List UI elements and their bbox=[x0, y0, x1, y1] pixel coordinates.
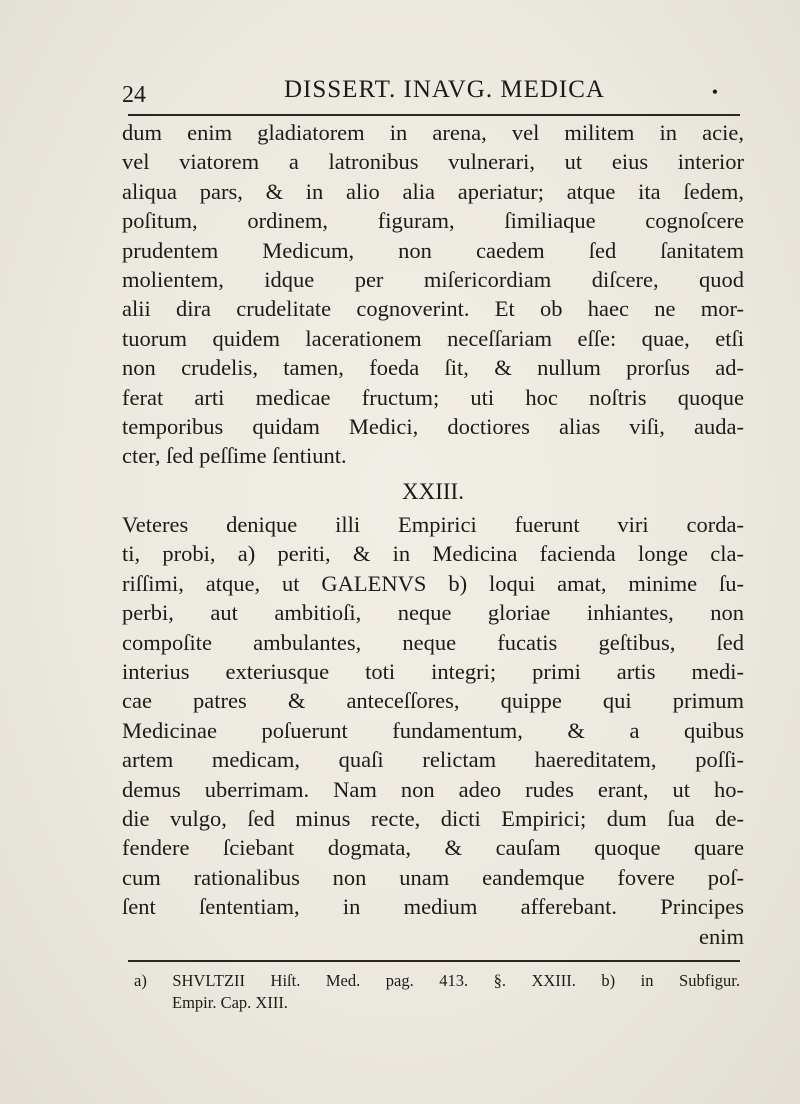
text-line: ti, probi, a) periti, & in Medicina facienda longe cla- bbox=[122, 541, 744, 567]
text-line: riſſimi, atque, ut GALENVS b) loqui amat, minime ſu- bbox=[122, 570, 744, 596]
text-line: interius exteriusque toti integri; primi artis medi- bbox=[122, 659, 744, 685]
paragraph-2 bbox=[122, 510, 744, 921]
text-line: demus uberrimam. Nam non adeo rudes erant, ut ho- bbox=[122, 776, 744, 802]
text-line: cter, ſed peſſime ſentiunt. bbox=[122, 443, 347, 469]
text-line: artem medicam, quaſi relictam haereditatem, poſſi- bbox=[122, 747, 744, 773]
text-line: cum rationalibus non unam eandemque fovere poſ- bbox=[122, 864, 744, 890]
footnote-line: Empir. Cap. XIII. bbox=[172, 993, 288, 1012]
text-line: non crudelis, tamen, foeda ſit, & nullum prorſus ad- bbox=[122, 355, 744, 381]
text-line: perbi, aut ambitioſi, neque gloriae inhiantes, non bbox=[122, 600, 744, 626]
text-line: alii dira crudelitate cognoverint. Et ob haec ne mor- bbox=[122, 296, 744, 322]
text-line: compoſite ambulantes, neque fucatis geſtibus, ſed bbox=[122, 629, 744, 655]
running-head: DISSERT. INAVG. MEDICA bbox=[284, 76, 605, 103]
text-line: fendere ſciebant dogmata, & cauſam quoque quare bbox=[122, 835, 744, 861]
text-line: poſitum, ordinem, figuram, ſimiliaque cognoſcere bbox=[122, 208, 744, 234]
footnote-line: a) SHVLTZII Hiſt. Med. pag. 413. §. XXIII. b) in Subfigur. bbox=[134, 971, 740, 990]
text-line: temporibus quidam Medici, doctiores alias viſi, auda- bbox=[122, 413, 744, 439]
page-number: 24 bbox=[122, 82, 146, 108]
text-line: molientem, idque per miſericordiam diſcere, quod bbox=[122, 266, 744, 292]
text-line: die vulgo, ſed minus recte, dicti Empirici; dum ſua de- bbox=[122, 805, 744, 831]
header-mark: • bbox=[711, 82, 718, 102]
text-line: dum enim gladiatorem in arena, vel militem in acie, bbox=[122, 120, 744, 145]
footnotes bbox=[134, 970, 740, 1014]
text-line: prudentem Medicum, non caedem ſed ſanitatem bbox=[122, 237, 744, 263]
page-header bbox=[122, 76, 740, 110]
section-title: XXIII. bbox=[402, 478, 464, 504]
text-line: ferat arti medicae fructum; uti hoc noſtris quoque bbox=[122, 384, 744, 410]
catchword: enim bbox=[699, 923, 744, 949]
text-line: vel viatorem a latronibus vulnerari, ut eius interior bbox=[122, 149, 744, 175]
text-line: Medicinae poſuerunt fundamentum, & a quibus bbox=[122, 717, 744, 743]
header-rule bbox=[128, 114, 740, 116]
text-line: aliqua pars, & in alio alia aperiatur; atque ita ſedem, bbox=[122, 178, 744, 204]
text-line: ſent ſententiam, in medium afferebant. Principes bbox=[122, 894, 744, 920]
text-line: cae patres & anteceſſores, quippe qui primum bbox=[122, 688, 744, 714]
text-line: Veteres denique illi Empirici fuerunt viri corda- bbox=[122, 512, 744, 538]
paragraph-1 bbox=[122, 118, 744, 471]
body-text bbox=[122, 118, 744, 951]
footnote-rule bbox=[128, 960, 740, 962]
text-line: tuorum quidem lacerationem neceſſariam eſſe: quae, etſi bbox=[122, 325, 744, 351]
